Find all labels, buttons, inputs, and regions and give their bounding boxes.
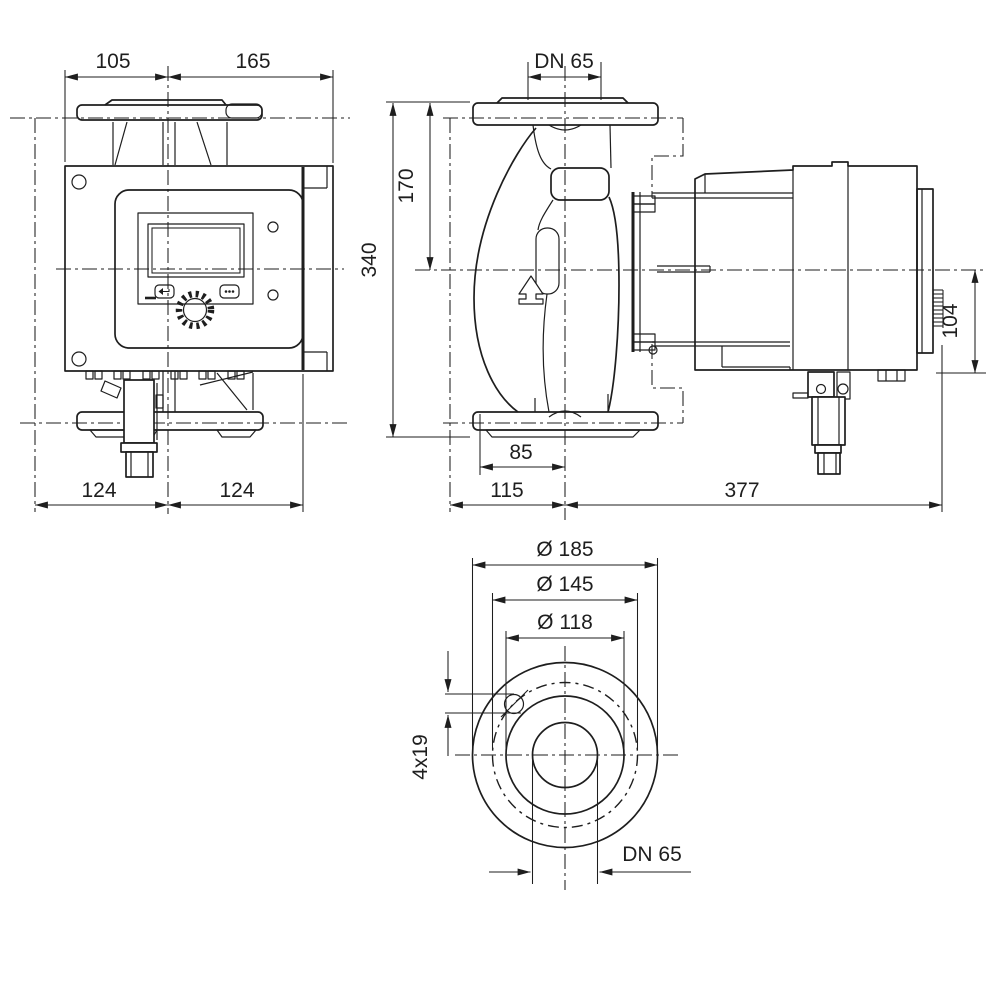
operating-knob [179,294,211,326]
dim-label-front-base-right: 124 [219,479,255,502]
support-foot [722,346,790,370]
dim-label-nominal-dia: DN 65 [622,843,682,866]
side-power-plug [793,372,850,474]
electronics-module [695,162,943,381]
bottom-connector [878,370,905,381]
dim-label-flange-dn: DN 65 [534,50,594,73]
motor-end-cap [917,189,933,353]
cable-glands [86,371,253,385]
impeller-chamber [551,168,609,200]
flange-view [409,538,691,890]
dim-label-outer-dia: Ø 185 [536,538,594,561]
dim-label-motor-below-axis: 104 [939,303,962,339]
flange-dimensions [409,538,691,884]
stator-fin [657,266,710,272]
plug-tab [101,381,121,398]
front-bottom-flange [77,412,263,437]
dim-label-axis-to-back: 377 [724,479,760,502]
dim-label-bolt-circle-dia: Ø 145 [536,573,594,596]
dim-label-center-to-flange: 170 [395,168,418,204]
context-button [220,285,239,298]
back-button [155,285,174,298]
dim-label-front-base-left: 124 [81,479,117,502]
dim-label-bolt-holes: 4x19 [409,734,432,780]
front-view [10,50,350,514]
panel-screw-bottom [268,290,278,300]
panel-screw-top [268,222,278,232]
side-view [358,50,986,520]
motor-flange [633,192,793,354]
dim-label-front-width-right: 165 [235,50,271,73]
side-dimensions [358,50,986,512]
corner-screw-top [72,175,86,189]
corner-screw-bottom [72,352,86,366]
dim-label-port-to-port: 340 [358,242,381,278]
insulation-contour-top [652,118,683,198]
flow-direction-arrow-icon [519,276,543,304]
dots-icon [225,290,228,293]
dim-label-front-width-left: 105 [95,50,131,73]
front-power-plug [101,380,163,477]
dim-label-axis-to-front: 115 [490,479,524,502]
front-upper-neck [113,122,227,165]
volute [474,125,619,412]
front-top-flange [77,100,262,120]
dim-label-foot-offset: 85 [509,441,533,464]
insulation-contour-bottom [652,344,683,423]
volute-rib [536,228,559,294]
back-arrow-icon [162,289,169,292]
dim-label-raised-face-dia: Ø 118 [537,611,593,634]
